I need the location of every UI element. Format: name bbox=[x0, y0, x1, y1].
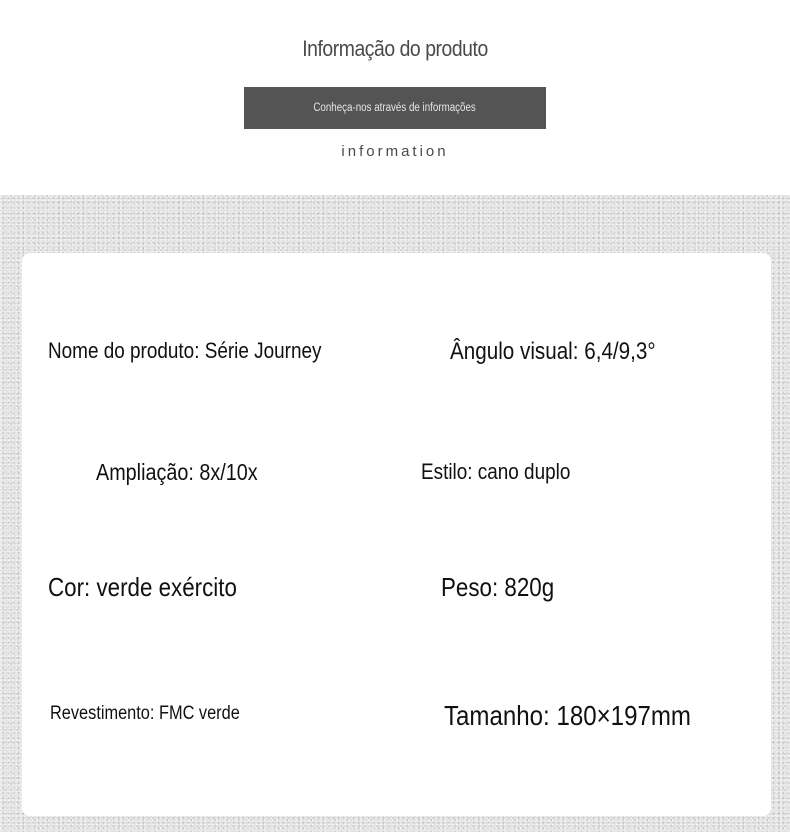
spec-magnification: Ampliação: 8x/10x bbox=[96, 459, 258, 485]
page-title: Informação do produto bbox=[302, 36, 488, 61]
spec-style: Estilo: cano duplo bbox=[421, 459, 571, 484]
spec-coating: Revestimento: FMC verde bbox=[50, 703, 240, 724]
spec-color: Cor: verde exército bbox=[48, 572, 237, 602]
banner-text: Conheça-nos através de informações bbox=[313, 102, 477, 114]
banner bbox=[244, 87, 546, 129]
spec-size: Tamanho: 180×197mm bbox=[444, 700, 691, 731]
subtitle: information bbox=[341, 143, 449, 160]
spec-weight: Peso: 820g bbox=[441, 572, 555, 602]
header-section bbox=[0, 0, 790, 195]
spec-product-name: Nome do produto: Série Journey bbox=[48, 338, 322, 363]
spec-visual-angle: Ângulo visual: 6,4/9,3° bbox=[450, 338, 656, 365]
